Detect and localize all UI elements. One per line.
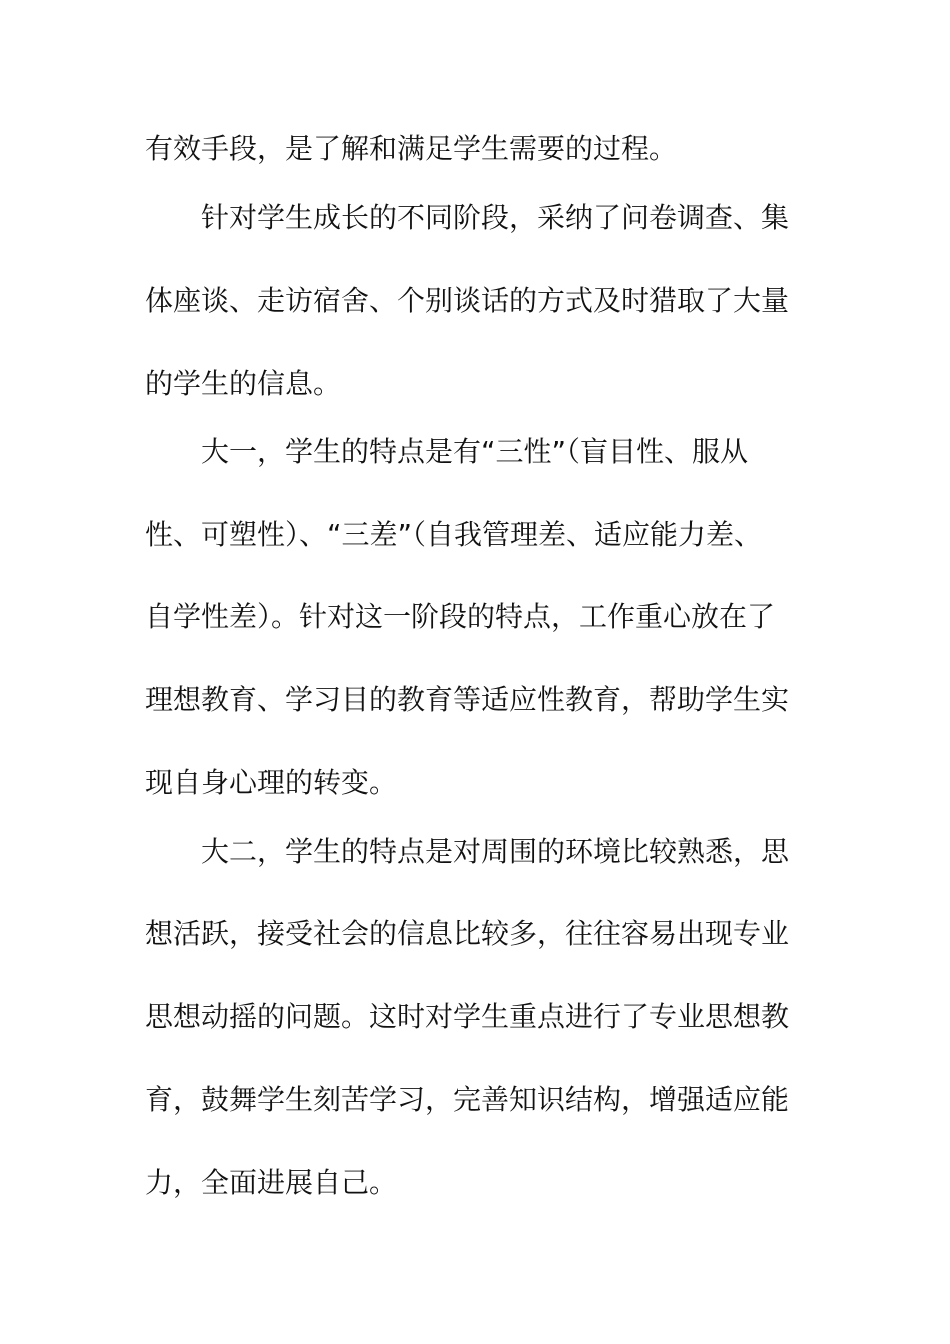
paragraph-line: 力，全面进展自己。 <box>145 1166 398 1199</box>
paragraph-line: 针对学生成长的不同阶段，采纳了问卷调查、集 <box>201 201 790 234</box>
paragraph-line: 思想动摇的问题。这时对学生重点进行了专业思想教 <box>145 1000 790 1033</box>
paragraph-line: 体座谈、走访宿舍、个别谈话的方式及时猎取了大量 <box>145 284 790 317</box>
paragraph-line: 自学性差）。针对这一阶段的特点，工作重心放在了 <box>145 600 776 633</box>
paragraph-line: 有效手段，是了解和满足学生需要的过程。 <box>145 132 678 165</box>
paragraph-line: 理想教育、学习目的教育等适应性教育，帮助学生实 <box>145 683 790 716</box>
paragraph-line: 大二，学生的特点是对周围的环境比较熟悉，思 <box>201 835 790 868</box>
paragraph-line: 想活跃，接受社会的信息比较多，往往容易出现专业 <box>145 917 790 950</box>
paragraph-line: 育，鼓舞学生刻苦学习，完善知识结构，增强适应能 <box>145 1083 790 1116</box>
paragraph-line: 现自身心理的转变。 <box>145 766 398 799</box>
paragraph-line: 大一，学生的特点是有“三性”（盲目性、服从 <box>201 435 749 468</box>
paragraph-line: 的学生的信息。 <box>145 367 342 400</box>
paragraph-line: 性、可塑性）、“三差”（自我管理差、适应能力差、 <box>145 518 763 551</box>
